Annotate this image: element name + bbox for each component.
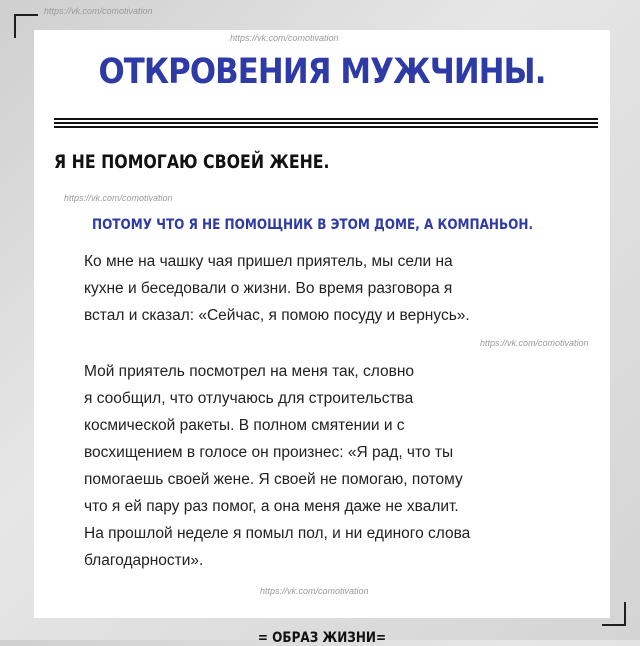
footer-brand: = ОБРАЗ ЖИЗНИ= xyxy=(257,630,387,646)
paragraph-1 xyxy=(84,248,470,329)
paragraph-line: кухне и беседовали о жизни. Во время разговора я xyxy=(84,280,453,297)
divider-line xyxy=(54,118,598,129)
watermark-bottom: https://vk.com/comotivation xyxy=(260,586,369,596)
subtitle: Я НЕ ПОМОГАЮ СВОЕЙ ЖЕНЕ. xyxy=(54,151,330,173)
watermark-top-left: https://vk.com/comotivation xyxy=(44,6,153,16)
paragraph-line: Мой приятель посмотрел на меня так, словно xyxy=(84,363,415,380)
page-title: ОТКРОВЕНИЯ МУЖЧИНЫ. xyxy=(98,52,546,92)
paragraph-line: Ко мне на чашку чая пришел приятель, мы сели на xyxy=(84,253,453,270)
paragraph-line: На прошлой неделе я помыл пол, и ни единого слова xyxy=(84,525,471,542)
paragraph-line: благодарности». xyxy=(84,552,204,569)
content-card xyxy=(34,30,610,646)
watermark-right: https://vk.com/comotivation xyxy=(480,338,589,348)
paragraph-line: помогаешь своей жене. Я своей не помогаю, потому xyxy=(84,471,463,488)
watermark-title: https://vk.com/comotivation xyxy=(230,33,339,43)
watermark-left: https://vk.com/comotivation xyxy=(64,193,173,203)
paragraph-line: что я ей пару раз помог, а она меня даже не хвалит. xyxy=(84,498,459,515)
paragraph-line: встал и сказал: «Сейчас, я помою посуду и вернусь». xyxy=(84,307,470,324)
tagline: ПОТОМУ ЧТО Я НЕ ПОМОЩНИК В ЭТОМ ДОМЕ, А КОМПАНЬОН. xyxy=(92,217,534,233)
paragraph-line: я сообщил, что отлучаюсь для строительства xyxy=(84,390,414,407)
paragraph-line: восхищением в голосе он произнес: «Я рад, что ты xyxy=(84,444,454,461)
paragraph-line: космической ракеты. В полном смятении и с xyxy=(84,417,405,434)
paragraph-2 xyxy=(84,358,470,574)
